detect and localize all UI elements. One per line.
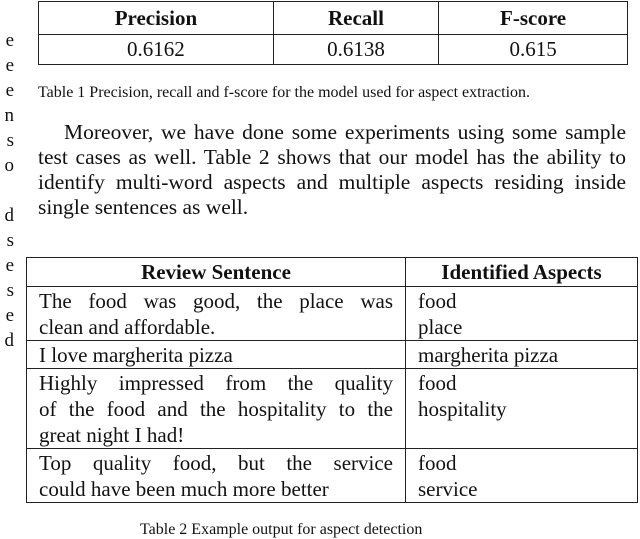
aspect-item: place: [418, 315, 463, 339]
review-sentence-cell: [27, 287, 406, 341]
value-recall: 0.6138: [273, 35, 438, 65]
review-sentence-cell: [27, 341, 406, 369]
left-column-fragment: s: [6, 280, 14, 301]
review-sentence-cell: [27, 449, 406, 503]
left-column-fragment: e: [5, 30, 14, 51]
table2-caption: Table 2 Example output for aspect detection: [140, 521, 423, 538]
header-precision: Precision: [39, 2, 274, 35]
aspects-header-row: [27, 258, 638, 287]
metrics-header-row: [39, 2, 628, 35]
sentence-line: I love margherita pizza: [39, 343, 233, 367]
left-column-fragment: [0, 178, 14, 203]
aspects-table: [26, 257, 638, 503]
value-fscore: 0.615: [439, 35, 628, 65]
aspect-item: margherita pizza: [418, 343, 559, 367]
sentence-line: Top quality food, but the service: [39, 451, 393, 475]
aspect-item: food: [418, 451, 457, 475]
sentence-line: of the food and the hospitality to the: [39, 397, 393, 421]
header-fscore: F-score: [439, 2, 628, 35]
sentence-line: could have been much more better: [39, 477, 329, 501]
table-row: [27, 287, 638, 341]
aspects-table-body: [27, 287, 638, 503]
sentence-line: Highly impressed from the quality: [39, 371, 393, 395]
left-column-fragment: e: [5, 305, 14, 326]
value-precision: 0.6162: [39, 35, 274, 65]
table1-caption: Table 1 Precision, recall and f-score for the model used for aspect extraction.: [38, 84, 531, 101]
header-review-sentence: Review Sentence: [27, 258, 406, 287]
header-recall: Recall: [273, 2, 438, 35]
review-sentence-cell: [27, 369, 406, 449]
identified-aspects-cell: [406, 369, 638, 449]
identified-aspects-cell: [406, 287, 638, 341]
left-column-fragment: s: [6, 230, 14, 251]
table-row: [27, 369, 638, 449]
left-column-fragments: [0, 28, 14, 353]
identified-aspects-cell: [406, 449, 638, 503]
left-column-fragment: o: [4, 155, 14, 176]
left-column-fragment: e: [5, 80, 14, 101]
sentence-line: great night I had!: [39, 423, 185, 447]
metrics-table: [38, 1, 628, 65]
left-column-fragment: n: [4, 105, 14, 126]
aspect-item: service: [418, 477, 478, 501]
table-row: [27, 449, 638, 503]
left-column-fragment: e: [5, 255, 14, 276]
left-column-fragment: e: [5, 55, 14, 76]
body-paragraph: Moreover, we have done some experiments using some sample test cases as well. Table 2 shows that our model has the ability to identify multi-word aspects and multiple aspects residing inside single sentences as well.: [38, 120, 626, 219]
left-column-fragment: d: [4, 330, 14, 351]
identified-aspects-cell: [406, 341, 638, 369]
left-column-fragment: d: [4, 205, 14, 226]
sentence-line: The food was good, the place was: [39, 289, 393, 313]
sentence-line: clean and affordable.: [39, 315, 216, 339]
left-column-fragment: s: [6, 130, 14, 151]
header-identified-aspects: Identified Aspects: [406, 258, 638, 287]
metrics-value-row: [39, 35, 628, 65]
aspect-item: food: [418, 371, 457, 395]
table-row: [27, 341, 638, 369]
aspect-item: hospitality: [418, 397, 507, 421]
aspect-item: food: [418, 289, 457, 313]
